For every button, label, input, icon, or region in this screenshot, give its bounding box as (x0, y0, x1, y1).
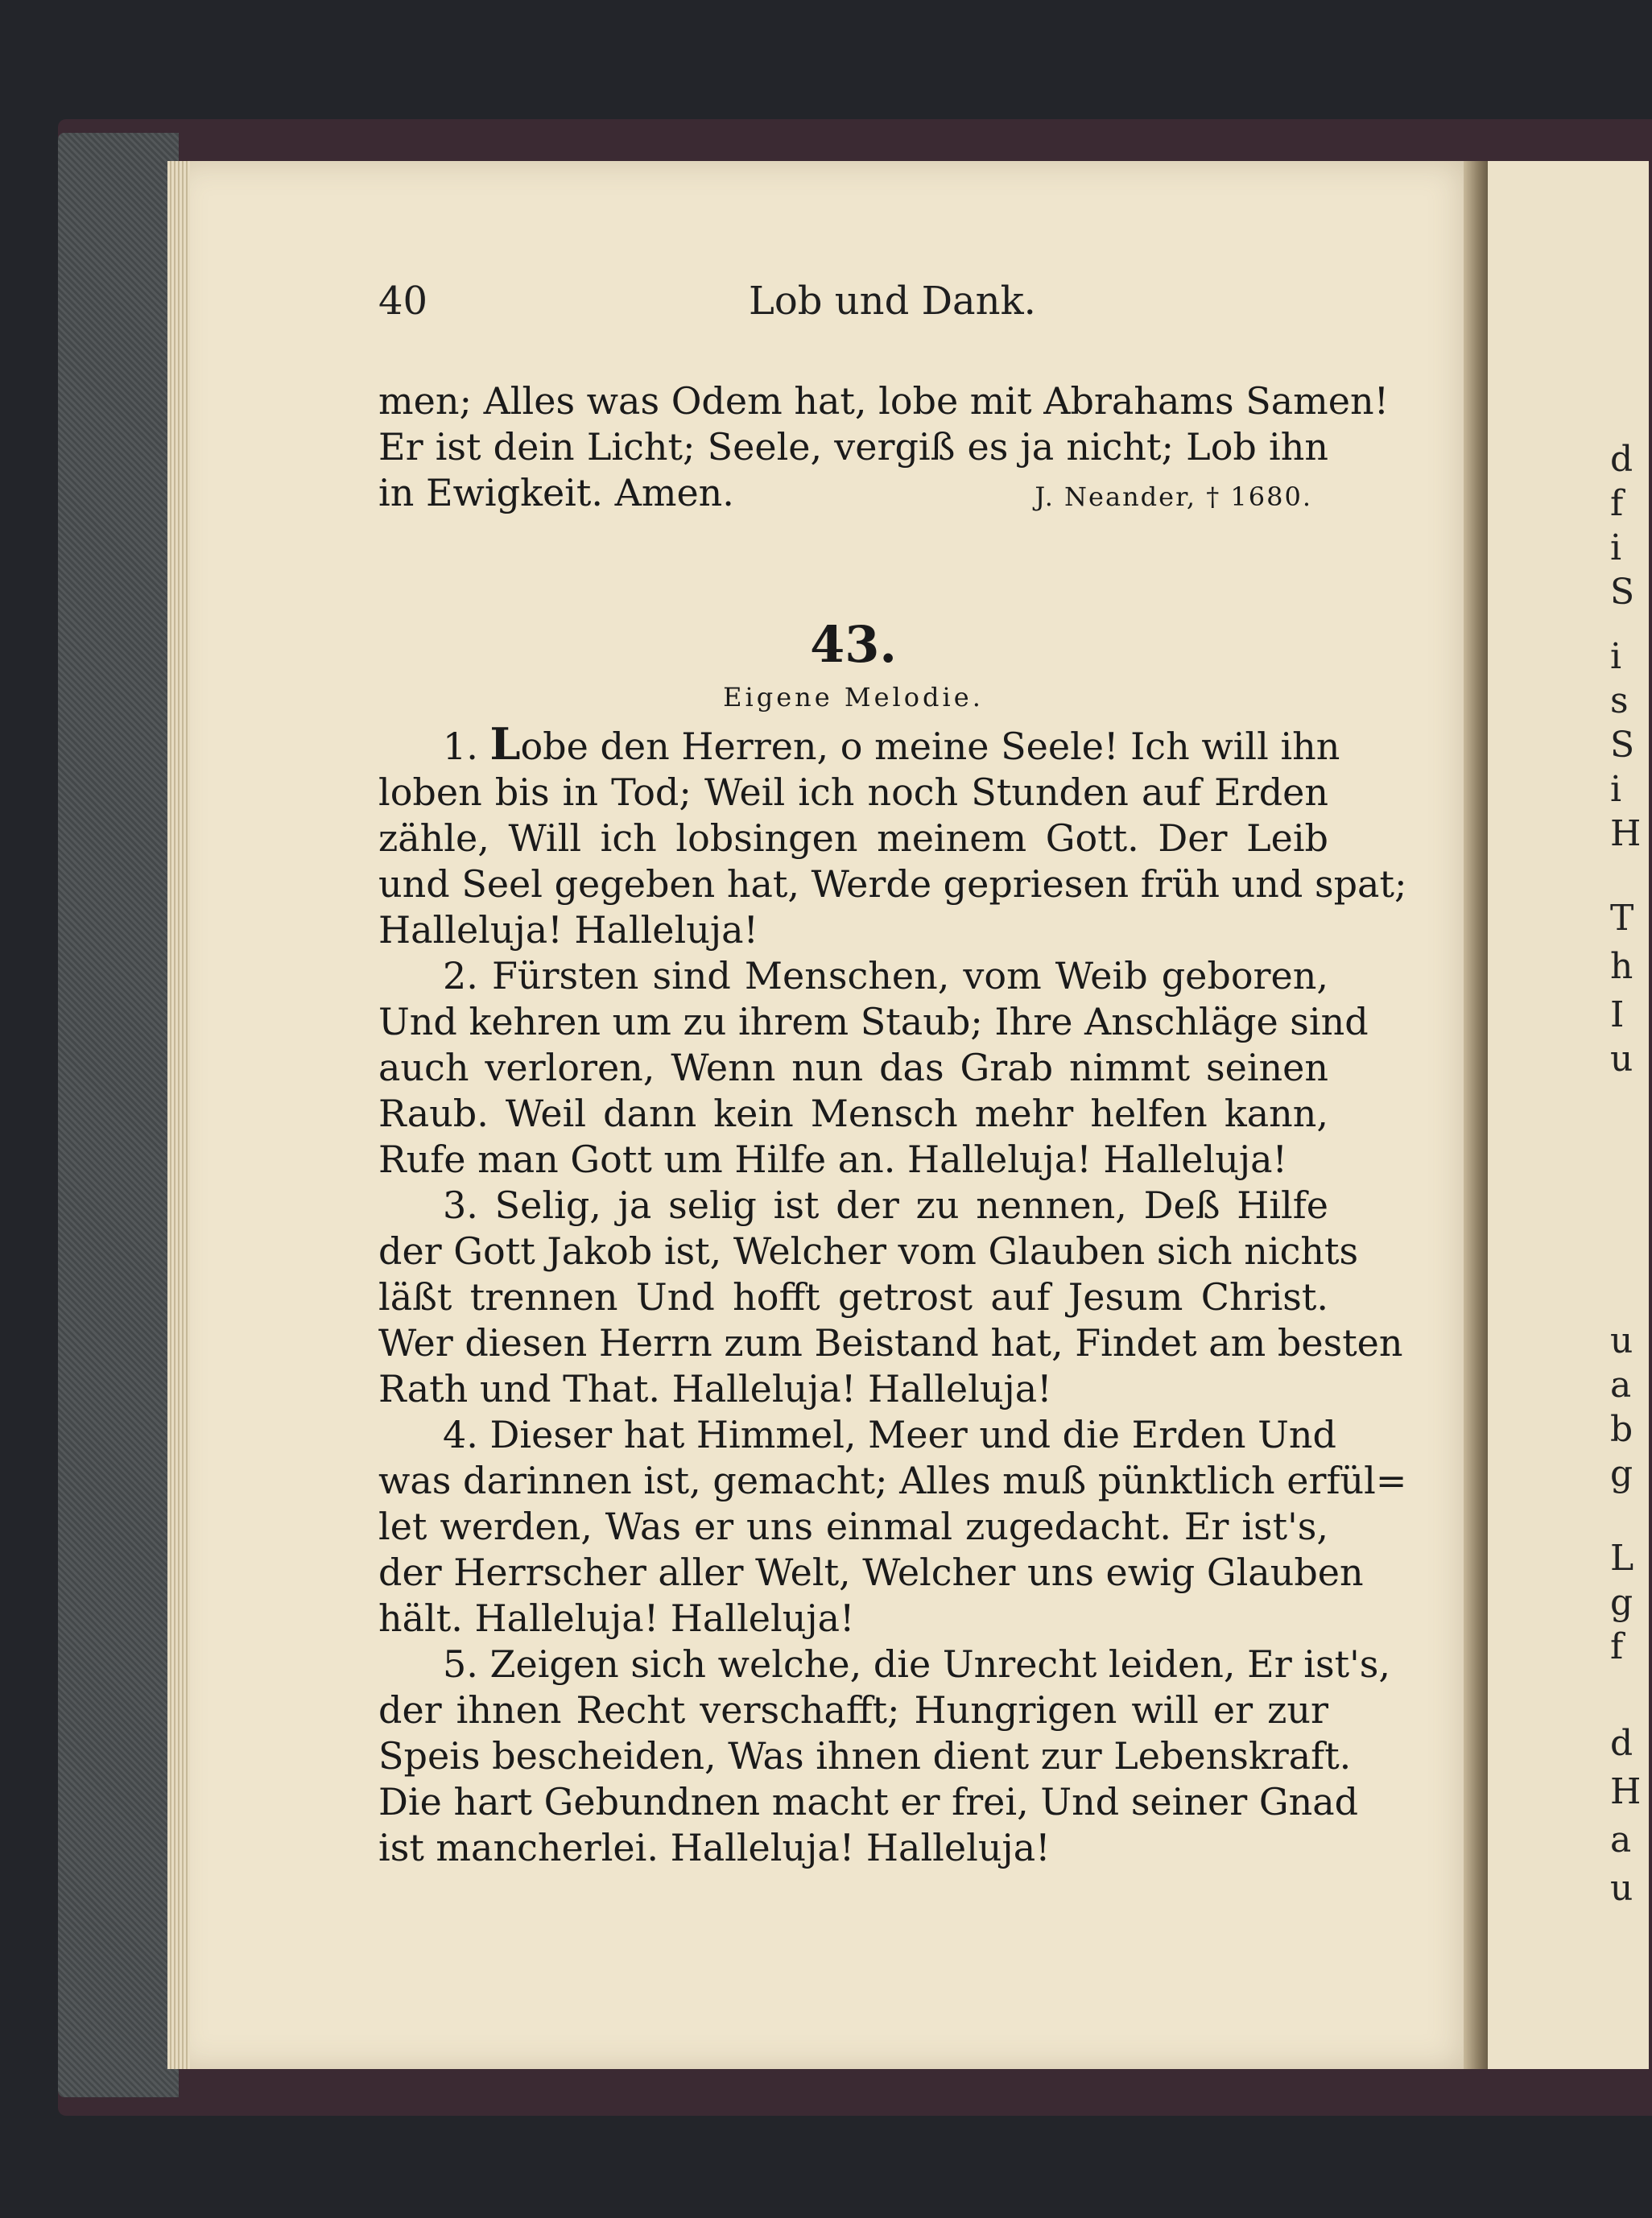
right-page-fragment: L (1610, 1538, 1634, 1579)
book-gutter (1464, 161, 1488, 2069)
continuation-block (378, 378, 1390, 520)
right-page-fragment: S (1610, 572, 1635, 613)
right-page-fragment: u (1610, 1039, 1633, 1080)
text-line: Halleluja! Halleluja! (378, 908, 759, 952)
verse-first-line (378, 1183, 1328, 1229)
text-line: Wer diesen Herrn zum Beistand hat, Findet am besten (378, 1321, 1403, 1365)
text-line: Speis bescheiden, Was ihnen dient zur Lebenskraft. (378, 1734, 1352, 1778)
text-line: Und kehren um zu ihrem Staub; Ihre Anschläge sind (378, 1000, 1369, 1043)
text-line: Die hart Gebundnen macht er frei, Und seiner Gnad (378, 1780, 1359, 1824)
right-page-fragment: h (1610, 946, 1633, 987)
right-page-fragment: I (1610, 994, 1625, 1035)
verse-first-line (378, 1642, 1390, 1687)
verse-text: Fürsten sind Menschen, vom Weib geboren, (491, 954, 1328, 997)
closing-line (378, 470, 1328, 520)
right-page-fragment: b (1610, 1409, 1633, 1450)
text-line: Er ist dein Licht; Seele, vergiß es ja nicht; Lob ihn (378, 425, 1328, 469)
right-page-fragment: H (1610, 1771, 1642, 1812)
right-page-fragment: H (1610, 813, 1642, 854)
text-line: zähle, Will ich lobsingen meinem Gott. Der Leib (378, 816, 1328, 860)
right-page-fragment: a (1610, 1819, 1632, 1861)
verse-text: obe den Herren, o meine Seele! Ich will ihn (520, 725, 1340, 768)
right-page-fragment: g (1610, 1582, 1633, 1623)
right-page-fragment: S (1610, 725, 1635, 766)
drop-cap: L (489, 718, 521, 770)
text-line: was darinnen ist, gemacht; Alles muß pünktlich erfül= (378, 1459, 1407, 1502)
page-header (378, 279, 1328, 327)
verse-number: 2. (443, 954, 478, 997)
right-page-fragment: i (1610, 527, 1622, 568)
right-page-fragment: f (1610, 1626, 1624, 1667)
book-spine-cloth (58, 133, 179, 2097)
text-line: läßt trennen Und hofft getrost auf Jesum Christ. (378, 1275, 1328, 1319)
verse-text: Zeigen sich welche, die Unrecht leiden, Er ist's, (489, 1642, 1390, 1686)
verse-number: 4. (443, 1413, 478, 1456)
text-line: ist mancherlei. Halleluja! Halleluja! (378, 1826, 1051, 1869)
right-page-fragment: f (1610, 483, 1624, 524)
verse-first-line (378, 953, 1328, 999)
verse-first-line (378, 1412, 1336, 1458)
verse-number: 1. (443, 725, 478, 768)
running-head: Lob und Dank. (749, 279, 1036, 324)
text-line: auch verloren, Wenn nun das Grab nimmt seinen (378, 1046, 1328, 1089)
right-page-fragment: i (1610, 769, 1622, 810)
right-page-fragment: d (1610, 1723, 1633, 1764)
right-page-fragment: d (1610, 439, 1633, 480)
right-page-fragment: u (1610, 1868, 1633, 1909)
text-line: in Ewigkeit. Amen. (378, 471, 734, 514)
text-line: der Gott Jakob ist, Welcher vom Glauben sich nichts (378, 1229, 1359, 1273)
text-line: loben bis in Tod; Weil ich noch Stunden auf Erden (378, 770, 1328, 814)
right-page-fragment: a (1610, 1365, 1632, 1406)
verse-5 (378, 1642, 1390, 1871)
melody-note: Eigene Melodie. (723, 682, 984, 712)
right-page-fragment: i (1610, 636, 1622, 677)
verse-number: 5. (443, 1642, 478, 1686)
text-line: Raub. Weil dann kein Mensch mehr helfen kann, (378, 1092, 1328, 1135)
verses (378, 718, 1407, 1871)
author-attribution: J. Neander, † 1680. (1035, 481, 1312, 512)
hymn-number: 43. (810, 615, 897, 674)
verse-text: Selig, ja selig ist der zu nennen, Deß Hilfe (494, 1183, 1328, 1227)
right-page-fragment: u (1610, 1320, 1633, 1361)
verse-number: 3. (443, 1183, 478, 1227)
text-line: hält. Halleluja! Halleluja! (378, 1596, 855, 1640)
right-page-fragment: g (1610, 1453, 1633, 1494)
page-number: 40 (378, 279, 428, 324)
text-line: und Seel gegeben hat, Werde gepriesen früh und spat; (378, 862, 1407, 906)
verse-4 (378, 1412, 1407, 1642)
verse-2 (378, 953, 1369, 1183)
text-line: men; Alles was Odem hat, lobe mit Abrahams Samen! (378, 379, 1390, 423)
verse-3 (378, 1183, 1403, 1412)
verse-first-line (378, 718, 1340, 770)
text-line: Rufe man Gott um Hilfe an. Halleluja! Halleluja! (378, 1138, 1288, 1181)
text-line: der Herrscher aller Welt, Welcher uns ewig Glauben (378, 1551, 1364, 1594)
verse-text: Dieser hat Himmel, Meer und die Erden Und (489, 1413, 1336, 1456)
page-text (378, 378, 1407, 1871)
right-page-fragment: T (1610, 898, 1634, 939)
verse-1 (378, 718, 1407, 953)
text-line: der ihnen Recht verschafft; Hungrigen will er zur (378, 1688, 1328, 1732)
text-line: let werden, Was er uns einmal zugedacht. Er ist's, (378, 1505, 1328, 1548)
right-page-fragment: s (1610, 680, 1629, 721)
text-line: Rath und That. Halleluja! Halleluja! (378, 1367, 1052, 1411)
